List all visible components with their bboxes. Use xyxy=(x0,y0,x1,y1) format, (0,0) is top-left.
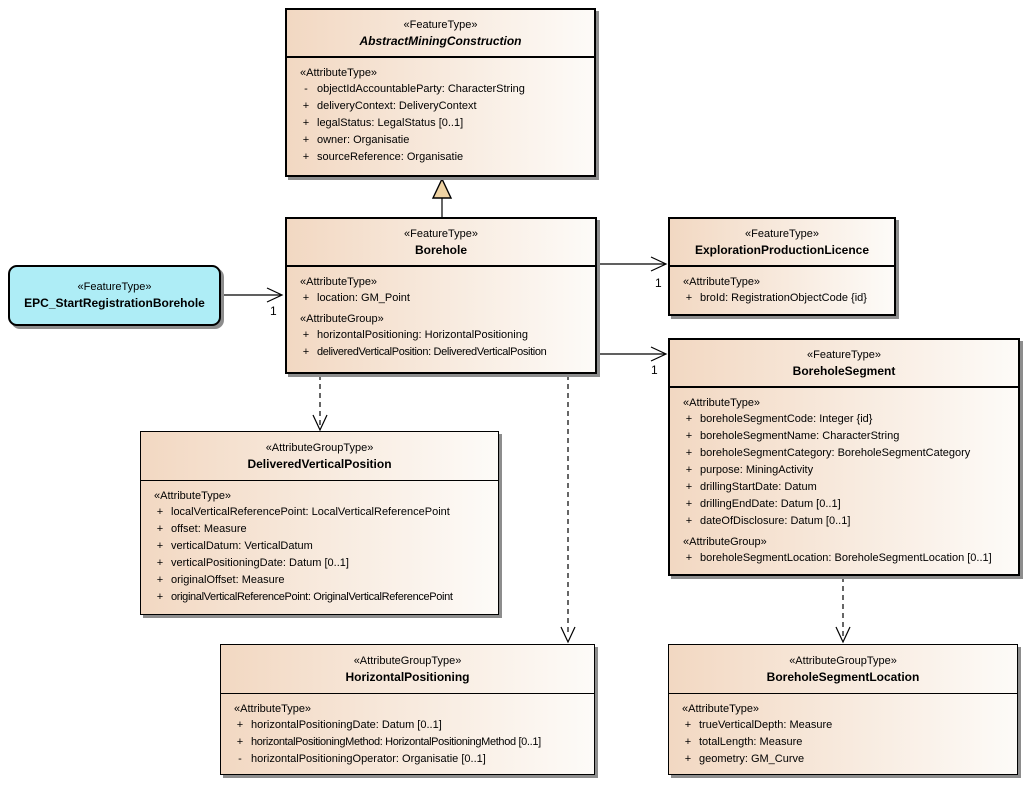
stereotype-label: «FeatureType» xyxy=(403,18,478,31)
visibility-marker: + xyxy=(684,753,692,765)
dependency-arrow-borehole-to-horizontalpositioning xyxy=(561,375,575,642)
class-explorationproductionlicence[interactable] xyxy=(668,217,896,316)
attribute-row xyxy=(287,98,594,115)
attribute-text: horizontalPositioning: HorizontalPositioning xyxy=(317,329,528,341)
multiplicity-label-borehole-segment: 1 xyxy=(651,363,658,377)
visibility-marker: + xyxy=(236,719,244,731)
attribute-row xyxy=(670,411,1018,428)
class-name: Borehole xyxy=(414,242,467,257)
association-arrow-borehole-to-explorationproductionlicence xyxy=(597,257,666,271)
attribute-row xyxy=(141,572,498,589)
class-attribute-compartment xyxy=(221,694,594,768)
class-header xyxy=(287,219,595,267)
attribute-row xyxy=(287,290,595,307)
attribute-text: dateOfDisclosure: Datum [0..1] xyxy=(700,515,851,527)
class-name: EPC_StartRegistrationBorehole xyxy=(24,296,205,310)
class-name: HorizontalPositioning xyxy=(345,669,470,684)
attribute-text: deliveredVerticalPosition: DeliveredVerticalPosition xyxy=(317,346,547,358)
class-attribute-compartment xyxy=(287,58,594,166)
visibility-marker: + xyxy=(156,523,164,535)
visibility-marker: + xyxy=(302,117,310,129)
visibility-marker: + xyxy=(156,557,164,569)
visibility-marker: + xyxy=(236,736,244,748)
class-horizontalpositioning[interactable] xyxy=(220,644,595,775)
class-boreholesegmentlocation[interactable] xyxy=(668,644,1018,775)
class-epc_startregistrationborehole[interactable] xyxy=(8,265,221,326)
attribute-text: horizontalPositioningDate: Datum [0..1] xyxy=(251,719,442,731)
association-arrow-borehole-to-boreholesegment xyxy=(597,347,666,361)
attribute-row xyxy=(141,538,498,555)
class-name: ExplorationProductionLicence xyxy=(694,242,870,257)
stereotype-label: «FeatureType» xyxy=(77,281,152,293)
dependency-arrow-borehole-to-deliveredverticalposition xyxy=(313,375,327,430)
attribute-row xyxy=(287,344,595,361)
class-boreholesegment[interactable] xyxy=(668,338,1020,576)
visibility-marker: - xyxy=(304,83,308,95)
attribute-text: trueVerticalDepth: Measure xyxy=(699,719,833,731)
attribute-text: objectIdAccountableParty: CharacterString xyxy=(317,83,525,95)
class-attribute-compartment xyxy=(669,694,1017,768)
visibility-marker: + xyxy=(302,346,310,358)
visibility-marker: + xyxy=(156,574,164,586)
multiplicity-label-borehole-licence: 1 xyxy=(655,276,662,290)
class-attribute-compartment xyxy=(141,481,498,606)
attribute-text: horizontalPositioningMethod: HorizontalPositioningMethod [0..1] xyxy=(251,736,541,748)
attribute-text: drillingStartDate: Datum xyxy=(700,481,817,493)
attribute-text: location: GM_Point xyxy=(317,292,410,304)
class-name: BoreholeSegment xyxy=(792,363,896,378)
class-name: AbstractMiningConstruction xyxy=(359,33,522,48)
visibility-marker: + xyxy=(685,481,693,493)
stereotype-label: «AttributeGroupType» xyxy=(353,654,462,667)
visibility-marker: + xyxy=(685,552,693,564)
stereotype-label: «AttributeGroupType» xyxy=(789,654,897,667)
attribute-text: originalOffset: Measure xyxy=(171,574,285,586)
class-attribute-compartment xyxy=(670,388,1018,567)
attribute-text: offset: Measure xyxy=(171,523,247,535)
class-name: DeliveredVerticalPosition xyxy=(247,456,392,471)
attribute-row xyxy=(670,513,1018,530)
attribute-text: localVerticalReferencePoint: LocalVerticalReferencePoint xyxy=(171,506,450,518)
attribute-row xyxy=(669,734,1017,751)
stereotype-label: «FeatureType» xyxy=(745,227,819,240)
stereotype-label: «FeatureType» xyxy=(404,227,478,240)
attribute-row xyxy=(670,428,1018,445)
section-heading: «AttributeType» xyxy=(683,276,761,288)
class-header xyxy=(10,267,219,324)
attribute-row xyxy=(141,504,498,521)
visibility-marker: + xyxy=(156,591,164,603)
class-header xyxy=(287,10,594,58)
class-abstractminingconstruction[interactable] xyxy=(285,8,596,177)
attribute-row xyxy=(287,327,595,344)
class-attribute-compartment xyxy=(287,267,595,361)
attribute-row xyxy=(287,81,594,98)
generalization-arrow-borehole-to-abstractminingconstruction xyxy=(433,179,451,217)
visibility-marker: + xyxy=(685,515,693,527)
attribute-text: owner: Organisatie xyxy=(317,134,410,146)
visibility-marker: + xyxy=(685,413,693,425)
attribute-row xyxy=(670,479,1018,496)
visibility-marker: - xyxy=(238,753,242,765)
visibility-marker: + xyxy=(302,329,310,341)
class-attribute-compartment xyxy=(670,267,894,307)
attribute-row xyxy=(221,751,594,768)
section-heading: «AttributeType» xyxy=(300,276,378,288)
section-heading: «AttributeGroup» xyxy=(300,313,384,325)
visibility-marker: + xyxy=(685,464,693,476)
visibility-marker: + xyxy=(684,719,692,731)
visibility-marker: + xyxy=(302,292,310,304)
attribute-text: broId: RegistrationObjectCode {id} xyxy=(700,292,867,304)
attribute-row xyxy=(287,149,594,166)
attribute-row xyxy=(141,521,498,538)
attribute-row xyxy=(670,445,1018,462)
attribute-text: boreholeSegmentCode: Integer {id} xyxy=(700,413,873,425)
visibility-marker: + xyxy=(156,506,164,518)
class-header xyxy=(670,340,1018,388)
attribute-row xyxy=(670,496,1018,513)
dependency-arrow-boreholesegment-to-boreholesegmentlocation xyxy=(836,577,850,642)
visibility-marker: + xyxy=(685,447,693,459)
attribute-text: boreholeSegmentLocation: BoreholeSegmentLocation [0..1] xyxy=(700,552,992,564)
section-heading: «AttributeType» xyxy=(234,703,312,715)
attribute-text: legalStatus: LegalStatus [0..1] xyxy=(317,117,464,129)
attribute-row xyxy=(669,717,1017,734)
class-name: BoreholeSegmentLocation xyxy=(766,669,920,684)
section-heading: «AttributeType» xyxy=(682,703,760,715)
attribute-row xyxy=(287,115,594,132)
attribute-row xyxy=(670,462,1018,479)
section-heading: «AttributeGroup» xyxy=(683,536,767,548)
visibility-marker: + xyxy=(302,100,310,112)
attribute-row xyxy=(141,589,498,606)
class-header xyxy=(221,645,594,694)
association-arrow-epc-to-borehole xyxy=(221,288,282,302)
stereotype-label: «AttributeGroupType» xyxy=(265,441,374,454)
stereotype-label: «FeatureType» xyxy=(807,348,881,361)
visibility-marker: + xyxy=(302,151,310,163)
class-deliveredverticalposition[interactable] xyxy=(140,431,499,615)
attribute-text: drillingEndDate: Datum [0..1] xyxy=(700,498,841,510)
attribute-row xyxy=(670,550,1018,567)
class-header xyxy=(141,432,498,481)
class-borehole[interactable] xyxy=(285,217,597,374)
class-header xyxy=(670,219,894,267)
visibility-marker: + xyxy=(685,498,693,510)
attribute-row xyxy=(669,751,1017,768)
visibility-marker: + xyxy=(684,736,692,748)
attribute-row xyxy=(287,132,594,149)
visibility-marker: + xyxy=(156,540,164,552)
attribute-text: originalVerticalReferencePoint: OriginalVerticalReferencePoint xyxy=(171,591,453,603)
attribute-text: purpose: MiningActivity xyxy=(700,464,814,476)
attribute-text: verticalDatum: VerticalDatum xyxy=(171,540,313,552)
attribute-row xyxy=(221,717,594,734)
attribute-text: geometry: GM_Curve xyxy=(699,753,805,765)
attribute-text: deliveryContext: DeliveryContext xyxy=(317,100,477,112)
attribute-text: horizontalPositioningOperator: Organisatie [0..1] xyxy=(251,753,486,765)
section-heading: «AttributeType» xyxy=(300,67,378,79)
class-header xyxy=(669,645,1017,694)
attribute-row xyxy=(141,555,498,572)
multiplicity-label-epc-borehole: 1 xyxy=(270,304,277,318)
visibility-marker: + xyxy=(302,134,310,146)
attribute-row xyxy=(221,734,594,751)
attribute-text: totalLength: Measure xyxy=(699,736,803,748)
attribute-text: verticalPositioningDate: Datum [0..1] xyxy=(171,557,349,569)
section-heading: «AttributeType» xyxy=(683,397,761,409)
attribute-text: sourceReference: Organisatie xyxy=(317,151,464,163)
attribute-row xyxy=(670,290,894,307)
section-heading: «AttributeType» xyxy=(154,490,232,502)
attribute-text: boreholeSegmentCategory: BoreholeSegmentCategory xyxy=(700,447,971,459)
visibility-marker: + xyxy=(685,430,693,442)
visibility-marker: + xyxy=(685,292,693,304)
attribute-text: boreholeSegmentName: CharacterString xyxy=(700,430,900,442)
